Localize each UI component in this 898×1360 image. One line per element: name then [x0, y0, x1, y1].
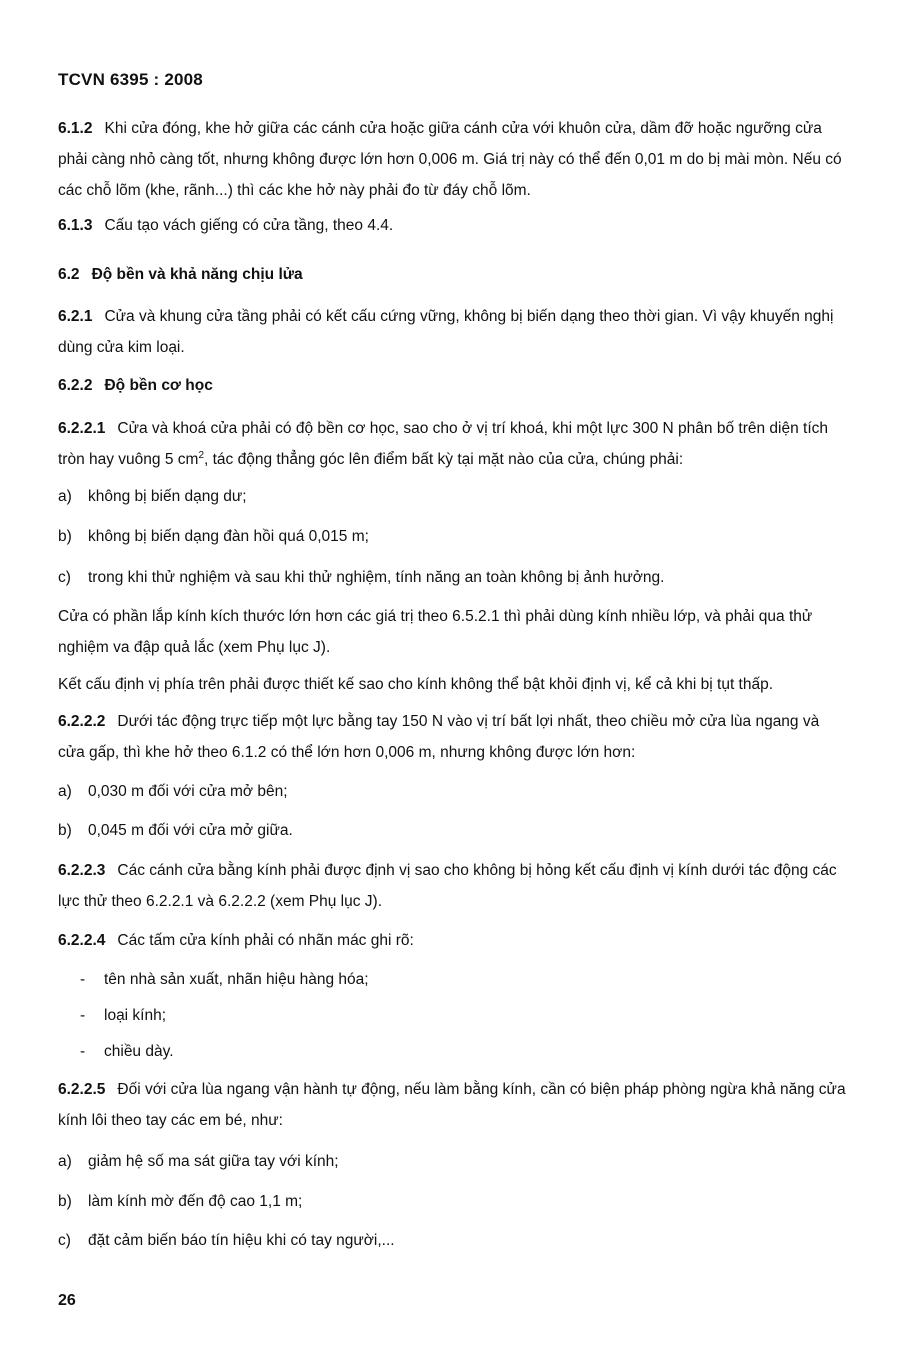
- list-item: [58, 815, 293, 846]
- clause-6-1-2: [58, 113, 848, 206]
- list-label: b): [58, 528, 72, 545]
- superscript: 2: [198, 449, 205, 461]
- clause-6-2-2-1: [58, 413, 848, 475]
- clause-number: 6.2.2.1: [58, 420, 106, 437]
- list-text: đặt cảm biến báo tín hiệu khi có tay người,...: [88, 1232, 395, 1249]
- clause-6-1-3: [58, 210, 848, 241]
- section-heading-6-2-2: [58, 370, 848, 401]
- list-text: trong khi thử nghiệm và sau khi thử nghiệm, tính năng an toàn không bị ảnh hưởng.: [88, 569, 665, 586]
- list-text: loại kính;: [104, 1007, 167, 1024]
- paragraph-glass: Cửa có phần lắp kính kích thước lớn hơn các giá trị theo 6.5.2.1 thì phải dùng kính nhiều lớp, và phải qua thử nghiệm va đập quả lắc (xem Phụ lục J).: [58, 608, 813, 656]
- clause-number: 6.2.2.2: [58, 713, 106, 730]
- clause-6-2-2-4: [58, 925, 848, 956]
- clause-number: 6.2.1: [58, 308, 93, 325]
- clause-6-2-2-2: [58, 706, 848, 768]
- list-item: [80, 1000, 166, 1031]
- standard-header: TCVN 6395 : 2008: [58, 70, 203, 89]
- clause-text: Dưới tác động trực tiếp một lực bằng tay 150 N vào vị trí bất lợi nhất, theo chiều mở cửa lùa ngang và cửa gấp, thì khe hở theo 6.1.2 có thể lớn hơn 0,006 m, nhưng không được lớn hơn:: [58, 713, 820, 761]
- list-item: [58, 1225, 395, 1256]
- clause-number: 6.2.2.3: [58, 862, 106, 879]
- list-label: a): [58, 1153, 72, 1170]
- list-text: chiều dày.: [104, 1043, 174, 1060]
- list-text: 0,030 m đối với cửa mở bên;: [88, 783, 288, 800]
- list-item: [58, 521, 369, 552]
- clause-text: Cửa và khung cửa tầng phải có kết cấu cứng vững, không bị biến dạng theo thời gian. Vì vậy khuyến nghị dùng cửa kim loại.: [58, 308, 834, 356]
- paragraph-fixing: Kết cấu định vị phía trên phải được thiết kế sao cho kính không thể bật khỏi định vị, kể cả khi bị tụt thấp.: [58, 676, 774, 693]
- clause-text: Đối với cửa lùa ngang vận hành tự động, nếu làm bằng kính, cần có biện pháp phòng ngừa khả năng cửa kính lôi theo tay các em bé, như:: [58, 1081, 846, 1129]
- clause-number: 6.1.3: [58, 217, 93, 234]
- section-title: Độ bền và khả năng chịu lửa: [91, 266, 303, 283]
- list-text: không bị biến dạng đàn hồi quá 0,015 m;: [88, 528, 369, 545]
- list-bullet: -: [80, 1043, 86, 1060]
- clause-number: 6.2.2.5: [58, 1081, 106, 1098]
- list-label: a): [58, 488, 72, 505]
- list-label: b): [58, 822, 72, 839]
- clause-number: 6.1.2: [58, 120, 93, 137]
- list-item: [58, 1186, 302, 1217]
- clause-text: Khi cửa đóng, khe hở giữa các cánh cửa hoặc giữa cánh cửa với khuôn cửa, dầm đỡ hoặc ngưỡng cửa phải càng nhỏ càng tốt, nhưng không được lớn hơn 0,006 m. Giá trị này có thể đến 0,01 m do bị mài mòn. Nếu có các chỗ lõm (khe, rãnh...) thì các khe hở này phải đo từ đáy chỗ lõm.: [58, 120, 842, 199]
- list-text: giảm hệ số ma sát giữa tay với kính;: [88, 1153, 339, 1170]
- list-item: [58, 481, 247, 512]
- list-text: tên nhà sản xuất, nhãn hiệu hàng hóa;: [104, 971, 369, 988]
- list-item: [80, 1036, 174, 1067]
- list-text: không bị biến dạng dư;: [88, 488, 247, 505]
- list-item: [58, 562, 664, 593]
- clause-6-2-2-5: [58, 1074, 848, 1136]
- section-heading-6-2: [58, 259, 848, 290]
- list-bullet: -: [80, 971, 86, 988]
- list-text: 0,045 m đối với cửa mở giữa.: [88, 822, 293, 839]
- list-item: [58, 1146, 339, 1177]
- list-label: a): [58, 783, 72, 800]
- list-label: c): [58, 569, 71, 586]
- list-bullet: -: [80, 1007, 86, 1024]
- clause-text: Các cánh cửa bằng kính phải được định vị sao cho không bị hỏng kết cấu định vị kính dưới tác động các lực thử theo 6.2.2.1 và 6.2.2.2 (xem Phụ lục J).: [58, 862, 837, 910]
- clause-text: Cửa và khoá cửa phải có độ bền cơ học, sao cho ở vị trí khoá, khi một lực 300 N phân bố trên diện tích tròn hay vuông 5 cm: [58, 420, 828, 468]
- section-number: 6.2.2: [58, 377, 93, 394]
- list-label: c): [58, 1232, 71, 1249]
- clause-text-cont: , tác động thẳng góc lên điểm bất kỳ tại mặt nào của cửa, chúng phải:: [204, 451, 684, 468]
- list-item: [58, 776, 288, 807]
- clause-text: Các tấm cửa kính phải có nhãn mác ghi rõ:: [117, 932, 414, 949]
- clause-6-2-2-3: [58, 855, 848, 917]
- clause-number: 6.2.2.4: [58, 932, 106, 949]
- list-text: làm kính mờ đến độ cao 1,1 m;: [88, 1193, 303, 1210]
- section-title: Độ bền cơ học: [104, 377, 213, 394]
- section-number: 6.2: [58, 266, 80, 283]
- clause-6-2-1: [58, 301, 848, 363]
- list-item: [80, 964, 369, 995]
- clause-text: Cấu tạo vách giếng có cửa tầng, theo 4.4.: [104, 217, 394, 234]
- page-number: 26: [58, 1292, 76, 1309]
- list-label: b): [58, 1193, 72, 1210]
